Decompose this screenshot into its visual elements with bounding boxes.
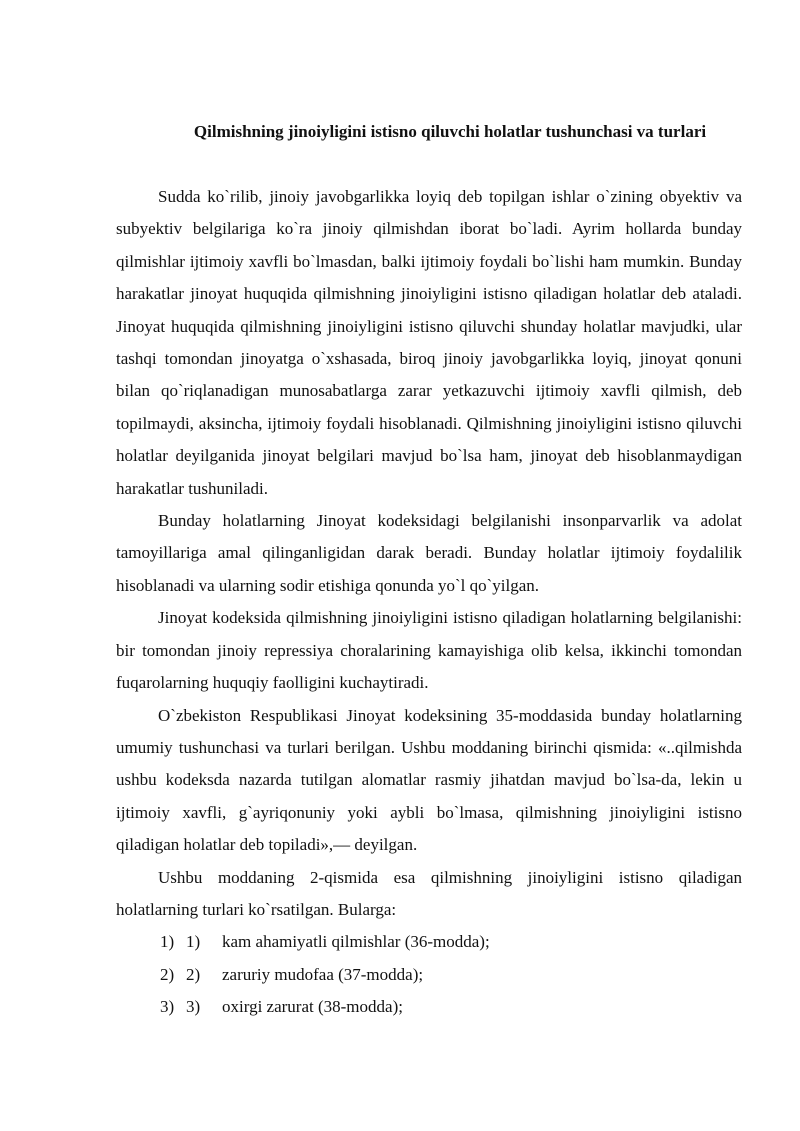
list-item-subnumber: 3) (186, 997, 201, 1017)
list-item-number: 3) (160, 997, 175, 1017)
paragraph: Sudda ko`rilib, jinoiy javobgarlikka loyiq deb topilgan ishlar o`zining obyektiv va subyektiv belgilariga ko`ra jinoiy qilmishdan iborat bo`ladi. Ayrim hollarda bunday qilmishlar ijtimoiy xavfli bo`lmasdan, balki ijtimoiy foydali bo`lishi ham mumkin. Bunday harakatlar jinoyat huquqida qilmishning jinoiyligini istisno qiladigan holatlar deb ataladi. Jinoyat huquqida qilmishning jinoiyligini istisno qiluvchi shunday holatlar mavjudki, ular tashqi tomondan jinoyatga o`xshasada, biroq jinoiy javobgarlikka loyiq, jinoyat qonuni bilan qo`riqlanadigan munosabatlarga zarar yetkazuvchi ijtimoiy xavfli qilmish, deb topilmaydi, aksincha, ijtimoiy foydali hisoblanadi. Qilmishning jinoiyligini istisno qiluvchi holatlar deyilganida jinoyat belgilari mavjud bo`lsa ham, jinoyat deb hisoblanmaydigan harakatlar tushuniladi. (116, 187, 742, 498)
list-item-text: zaruriy mudofaa (37-modda); (222, 964, 424, 984)
paragraph: O`zbekiston Respublikasi Jinoyat kodeksining 35-moddasida bunday holatlarning umumiy tushunchasi va turlari berilgan. Ushbu moddaning birinchi qismida: «..qilmishda ushbu kodeksda nazarda tutilgan alomatlar rasmiy jihatdan mavjud bo`lsa-da, lekin u ijtimoiy xavfli, g`ayriqonuniy yoki aybli bo`lmasa, qilmishning jinoiyligini istisno qiladigan holatlar deb topiladi»,— deyilgan. (116, 705, 742, 855)
list-item-number: 1) (160, 932, 175, 952)
document-title: Qilmishning jinoiyligini istisno qiluvchi holatlar tushunchasi va turlari (193, 122, 707, 141)
document-body (116, 181, 742, 1024)
numbered-list (116, 926, 742, 1023)
list-item-text: kam ahamiyatli qilmishlar (36-modda); (222, 932, 490, 952)
list-item-text: oxirgi zarurat (38-modda); (222, 997, 403, 1017)
list-item (116, 959, 742, 991)
list-item-subnumber: 1) (186, 932, 201, 952)
paragraph: Jinoyat kodeksida qilmishning jinoiyligini istisno qiladigan holatlarning belgilanishi: bir tomondan jinoiy repressiya choralarining kamayishiga olib kelsa, ikkinchi tomondan fuqarolarning huquqiy faolligini kuchaytiradi. (116, 608, 742, 693)
list-item (116, 926, 742, 958)
paragraph: Ushbu moddaning 2-qismida esa qilmishning jinoiyligini istisno qiladigan holatlarning turlari ko`rsatilgan. Bularga: (116, 867, 742, 919)
list-item (116, 991, 742, 1023)
list-item-number: 2) (160, 964, 175, 984)
list-item-subnumber: 2) (186, 964, 201, 984)
paragraph: Bunday holatlarning Jinoyat kodeksidagi belgilanishi insonparvarlik va adolat tamoyillariga amal qilinganligidan darak beradi. Bunday holatlar ijtimoiy foydalilik hisoblanadi va ularning sodir etishiga qonunda yo`l qo`yilgan. (116, 511, 742, 595)
